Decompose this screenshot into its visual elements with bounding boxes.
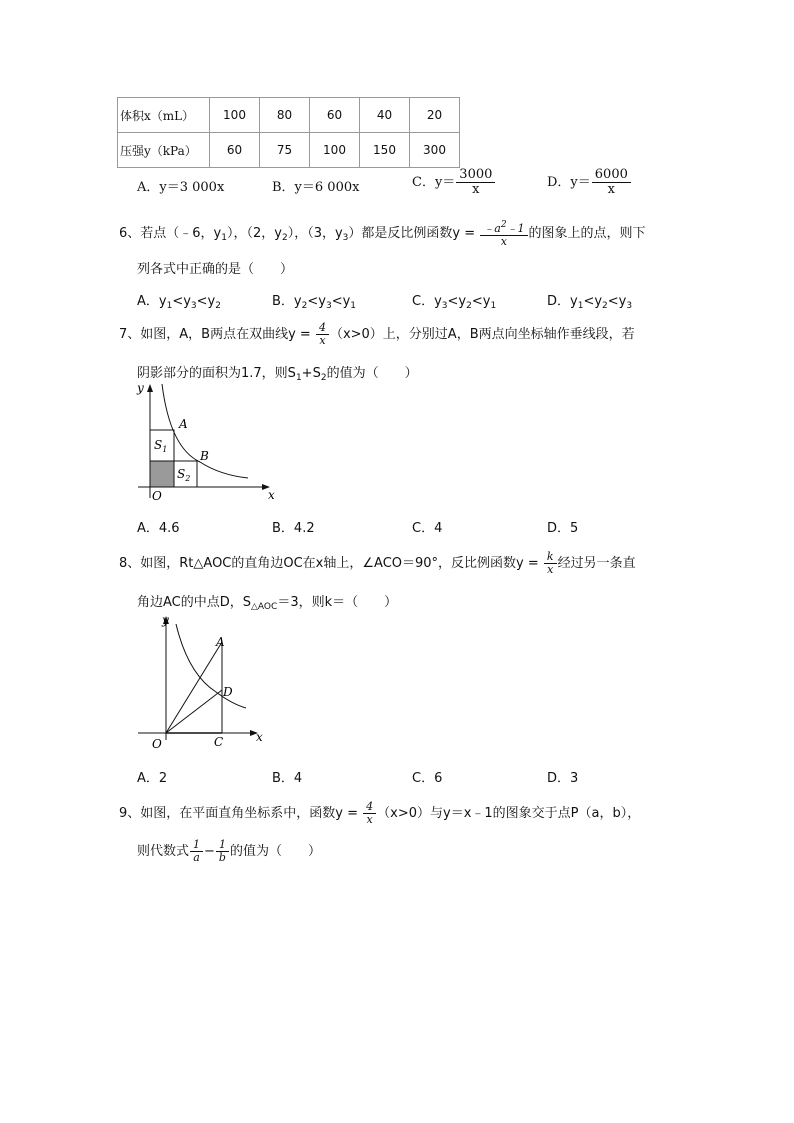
subscript: 1 — [295, 373, 302, 383]
subscript: △AOC — [251, 602, 278, 612]
text-fragment: 9、如图，在平面直角坐标系中，函数y = — [119, 806, 358, 821]
subscript: 2 — [466, 301, 472, 311]
hyperbola-curve — [162, 384, 248, 478]
point-label-c: C — [214, 735, 224, 749]
q8-line1 — [119, 551, 636, 576]
text-fragment: 阴影部分的面积为1.7，则S — [137, 366, 296, 381]
option-text: D．y — [547, 294, 578, 309]
table-cell: 150 — [360, 133, 410, 168]
point-label-a: A — [216, 635, 225, 649]
q6-fraction — [480, 219, 527, 248]
q9-line1 — [119, 801, 640, 826]
table-cell: 20 — [410, 98, 460, 133]
q5-option-a: A．y＝3 000x — [137, 180, 225, 195]
q7-line1 — [119, 322, 635, 347]
option-text: <y — [196, 294, 216, 309]
frac-denominator: a — [193, 851, 200, 864]
q6-option-d — [547, 290, 632, 311]
subscript: 1 — [221, 233, 227, 243]
axis-label-x: x — [256, 730, 263, 744]
subscript: 3 — [626, 301, 633, 311]
text-fragment: ），（3，y — [287, 226, 343, 241]
q7-figure — [130, 380, 280, 505]
y-axis-arrow-icon — [147, 384, 153, 392]
subscript: 1 — [577, 301, 584, 311]
axis-label-x: x — [268, 488, 275, 502]
axis-label-y: y — [162, 613, 169, 627]
point-label-a: A — [179, 417, 188, 431]
q9-fraction-1 — [190, 839, 203, 864]
frac-numerator: 1 — [216, 839, 229, 852]
q8-option-b: B．4 — [272, 771, 303, 786]
text-fragment: 7、如图，A，B两点在双曲线y = — [119, 327, 311, 342]
subscript: 2 — [215, 301, 221, 311]
table-row — [118, 98, 460, 133]
frac-numerator: 4 — [316, 322, 329, 335]
option-text: B．y — [272, 294, 302, 309]
region-label-text: S — [154, 438, 163, 452]
subscript: 2 — [301, 301, 308, 311]
text-fragment: 的值为（ ） — [326, 366, 418, 381]
text-fragment: 的值为（ ） — [229, 844, 321, 859]
subscript: 1 — [350, 301, 357, 311]
table-cell: 60 — [210, 133, 260, 168]
frac-numerator: 1 — [190, 839, 203, 852]
option-text: <y — [607, 294, 627, 309]
option-text: <y — [471, 294, 491, 309]
text-fragment: （x>0）与y＝x﹣1的图象交于点P（a，b）， — [377, 806, 641, 821]
text-fragment: +S — [301, 366, 321, 381]
q8-option-d: D．3 — [547, 771, 579, 786]
q8-fraction — [544, 551, 557, 576]
option-text: <y — [172, 294, 191, 309]
q7-option-a: A．4.6 — [137, 521, 180, 536]
text-fragment: 的图象上的点，则下 — [528, 226, 646, 241]
origin-label: O — [152, 489, 162, 503]
option-text: <y — [447, 294, 467, 309]
table-cell: 100 — [310, 133, 360, 168]
subscript: 1 — [162, 445, 168, 454]
q7-option-c: C．4 — [412, 521, 443, 536]
option-text: A．y — [137, 294, 167, 309]
q5-option-c-prefix: C．y＝ — [412, 175, 456, 190]
q8-figure — [136, 612, 276, 752]
q6-option-a — [137, 290, 221, 311]
q8-line2 — [137, 591, 397, 612]
superscript: 2 — [500, 220, 507, 230]
text-fragment: 经过另一条直 — [557, 556, 636, 571]
point-label-b: B — [200, 449, 209, 463]
option-text: <y — [583, 294, 603, 309]
frac-denominator: x — [366, 813, 373, 826]
hyperbola-curve — [176, 624, 246, 708]
q5-option-d-prefix: D．y＝ — [547, 175, 591, 190]
q6-option-c — [412, 290, 496, 311]
q9-fraction-2 — [216, 839, 229, 864]
table-cell: 40 — [360, 98, 410, 133]
text-fragment: 则代数式 — [137, 844, 190, 859]
subscript: 2 — [320, 373, 327, 383]
segment-od — [166, 690, 222, 733]
frac-numerator: 6000 — [592, 168, 631, 183]
frac-denominator: x — [607, 182, 615, 197]
text-fragment: ）都是反比例函数y = — [348, 226, 476, 241]
table-cell: 100 — [210, 98, 260, 133]
q5-option-d — [547, 168, 632, 197]
text-fragment: ＝3，则k＝（ ） — [277, 595, 398, 610]
subscript: 3 — [441, 301, 448, 311]
origin-label: O — [152, 737, 162, 751]
q6-line1 — [119, 219, 646, 248]
region-label-s1 — [154, 438, 167, 454]
frac-denominator: x — [500, 235, 507, 248]
q6-line2: 列各式中正确的是（ ） — [137, 262, 294, 277]
q7-fraction — [316, 322, 329, 347]
frac-denominator: b — [218, 851, 226, 864]
frac-numerator: 3000 — [456, 168, 495, 183]
q6-option-b — [272, 290, 356, 311]
subscript: 2 — [185, 474, 191, 483]
frac-numerator: k — [544, 551, 557, 564]
region-label-text: S — [177, 467, 186, 481]
text-fragment: 角边AC的中点D，S — [137, 595, 252, 610]
point-label-d: D — [223, 685, 233, 699]
frac-numerator: 4 — [363, 801, 376, 814]
q9-fraction — [363, 801, 376, 826]
option-text: <y — [331, 294, 351, 309]
triangle-side-oa — [166, 642, 222, 733]
subscript: 3 — [325, 301, 332, 311]
q7-option-d: D．5 — [547, 521, 579, 536]
q5-option-c — [412, 168, 496, 197]
subscript: 2 — [281, 233, 288, 243]
q8-option-c: C．6 — [412, 771, 443, 786]
text-fragment: 6、若点（﹣6，y — [119, 226, 222, 241]
frac-denominator: x — [472, 182, 480, 197]
table-cell: 300 — [410, 133, 460, 168]
frac-numerator: ﹣1 — [506, 222, 525, 235]
table-cell: 80 — [260, 98, 310, 133]
frac-denominator: x — [319, 334, 326, 347]
table-cell: 60 — [310, 98, 360, 133]
text-fragment: ），（2，y — [226, 226, 282, 241]
data-table — [117, 97, 460, 168]
subscript: 2 — [602, 301, 608, 311]
region-label-s2 — [177, 467, 190, 483]
option-text: C．y — [412, 294, 442, 309]
table-row — [118, 133, 460, 168]
subscript: 3 — [190, 301, 197, 311]
subscript: 1 — [166, 301, 173, 311]
q7-option-b: B．4.2 — [272, 521, 315, 536]
table-row-label: 压强y（kPa） — [118, 133, 210, 168]
q8-option-a: A．2 — [137, 771, 168, 786]
frac-denominator: x — [547, 563, 554, 576]
frac-numerator: ﹣a — [483, 222, 501, 235]
table-row-label: 体积x（mL） — [118, 98, 210, 133]
text-fragment: （x>0）上，分别过A，B两点向坐标轴作垂线段，若 — [329, 327, 635, 342]
table-cell: 75 — [260, 133, 310, 168]
axis-label-y: y — [137, 381, 144, 395]
q9-line2 — [137, 839, 321, 864]
q5-option-b: B．y＝6 000x — [272, 180, 360, 195]
shaded-area — [150, 461, 174, 487]
option-text: <y — [307, 294, 326, 309]
minus-sign: − — [204, 844, 215, 859]
text-fragment: 8、如图，Rt△AOC的直角边OC在x轴上，∠ACO＝90°，反比例函数y = — [119, 556, 539, 571]
subscript: 3 — [342, 233, 349, 243]
subscript: 1 — [490, 301, 497, 311]
